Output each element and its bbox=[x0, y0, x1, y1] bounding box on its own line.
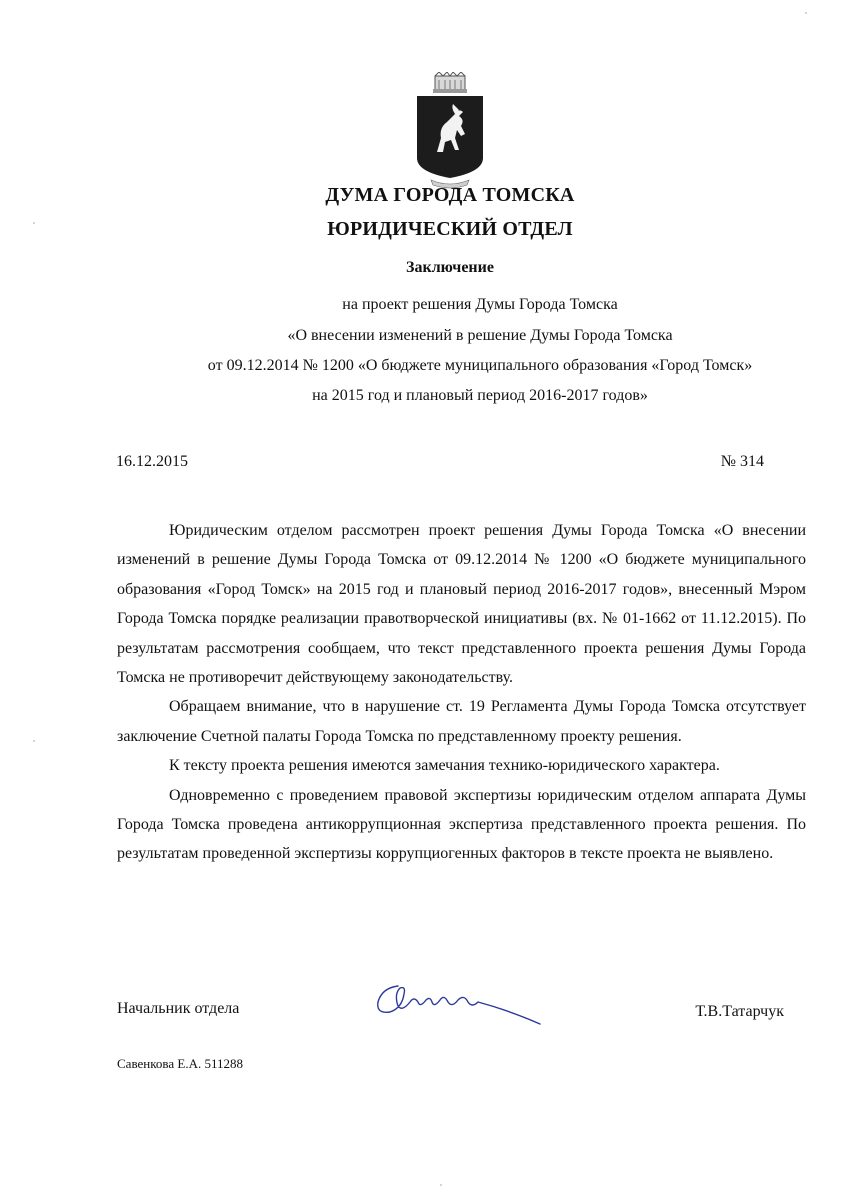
signer-role: Начальник отдела bbox=[117, 1000, 240, 1017]
scan-speck bbox=[440, 1184, 442, 1186]
handwritten-signature bbox=[368, 972, 548, 1032]
body-paragraph: Юридическим отделом рассмотрен проект решения Думы Города Томска «О внесении изменений в решение Думы Города Томска от 09.12.2014 № 1200 «О бюджете муниципального образования «Город Томск» на 2015 год и плановый период 2016-2017 годов», внесенный Мэром Города Томска порядке реализации правотворческой инициативы (вх. № 01-1662 от 11.12.2015). По результатам рассмотрения сообщаем, что текст представленного проекта решения Думы Города Томска не противоречит действующему законодательству. bbox=[117, 522, 806, 687]
document-date: 16.12.2015 bbox=[116, 453, 188, 470]
department-name: ЮРИДИЧЕСКИЙ ОТДЕЛ bbox=[327, 218, 573, 240]
tomsk-coat-of-arms-icon bbox=[415, 72, 485, 190]
signer-name: Т.В.Татарчук bbox=[695, 1003, 784, 1020]
scan-speck bbox=[33, 222, 35, 224]
document-body bbox=[117, 516, 806, 869]
scan-speck bbox=[805, 12, 807, 14]
organization-name: ДУМА ГОРОДА ТОМСКА bbox=[325, 184, 575, 206]
document-number: № 314 bbox=[720, 453, 764, 470]
body-paragraph: К тексту проекта решения имеются замечания технико-юридического характера. bbox=[169, 757, 720, 775]
subject-line: от 09.12.2014 № 1200 «О бюджете муниципального образования «Город Томск» bbox=[207, 357, 753, 374]
body-paragraph: Обращаем внимание, что в нарушение ст. 19 Регламента Думы Города Томска отсутствует заключение Счетной палаты Города Томска по представленному проекту решения. bbox=[117, 698, 806, 745]
subject-line: на проект решения Думы Города Томска bbox=[342, 296, 618, 313]
executor-contact: Савенкова Е.А. 511288 bbox=[117, 1056, 243, 1071]
body-paragraph: Одновременно с проведением правовой экспертизы юридическим отделом аппарата Думы Города Томска проведена антикоррупционная экспертиза представленного проекта решения. По результатам проведенной экспертизы коррупциогенных факторов в тексте проекта не выявлено. bbox=[117, 786, 806, 863]
subject-line: «О внесении изменений в решение Думы Города Томска bbox=[287, 327, 673, 344]
scan-speck bbox=[33, 740, 35, 742]
subject-line: на 2015 год и плановый период 2016-2017 годов» bbox=[312, 387, 648, 404]
document-type: Заключение bbox=[406, 259, 494, 276]
